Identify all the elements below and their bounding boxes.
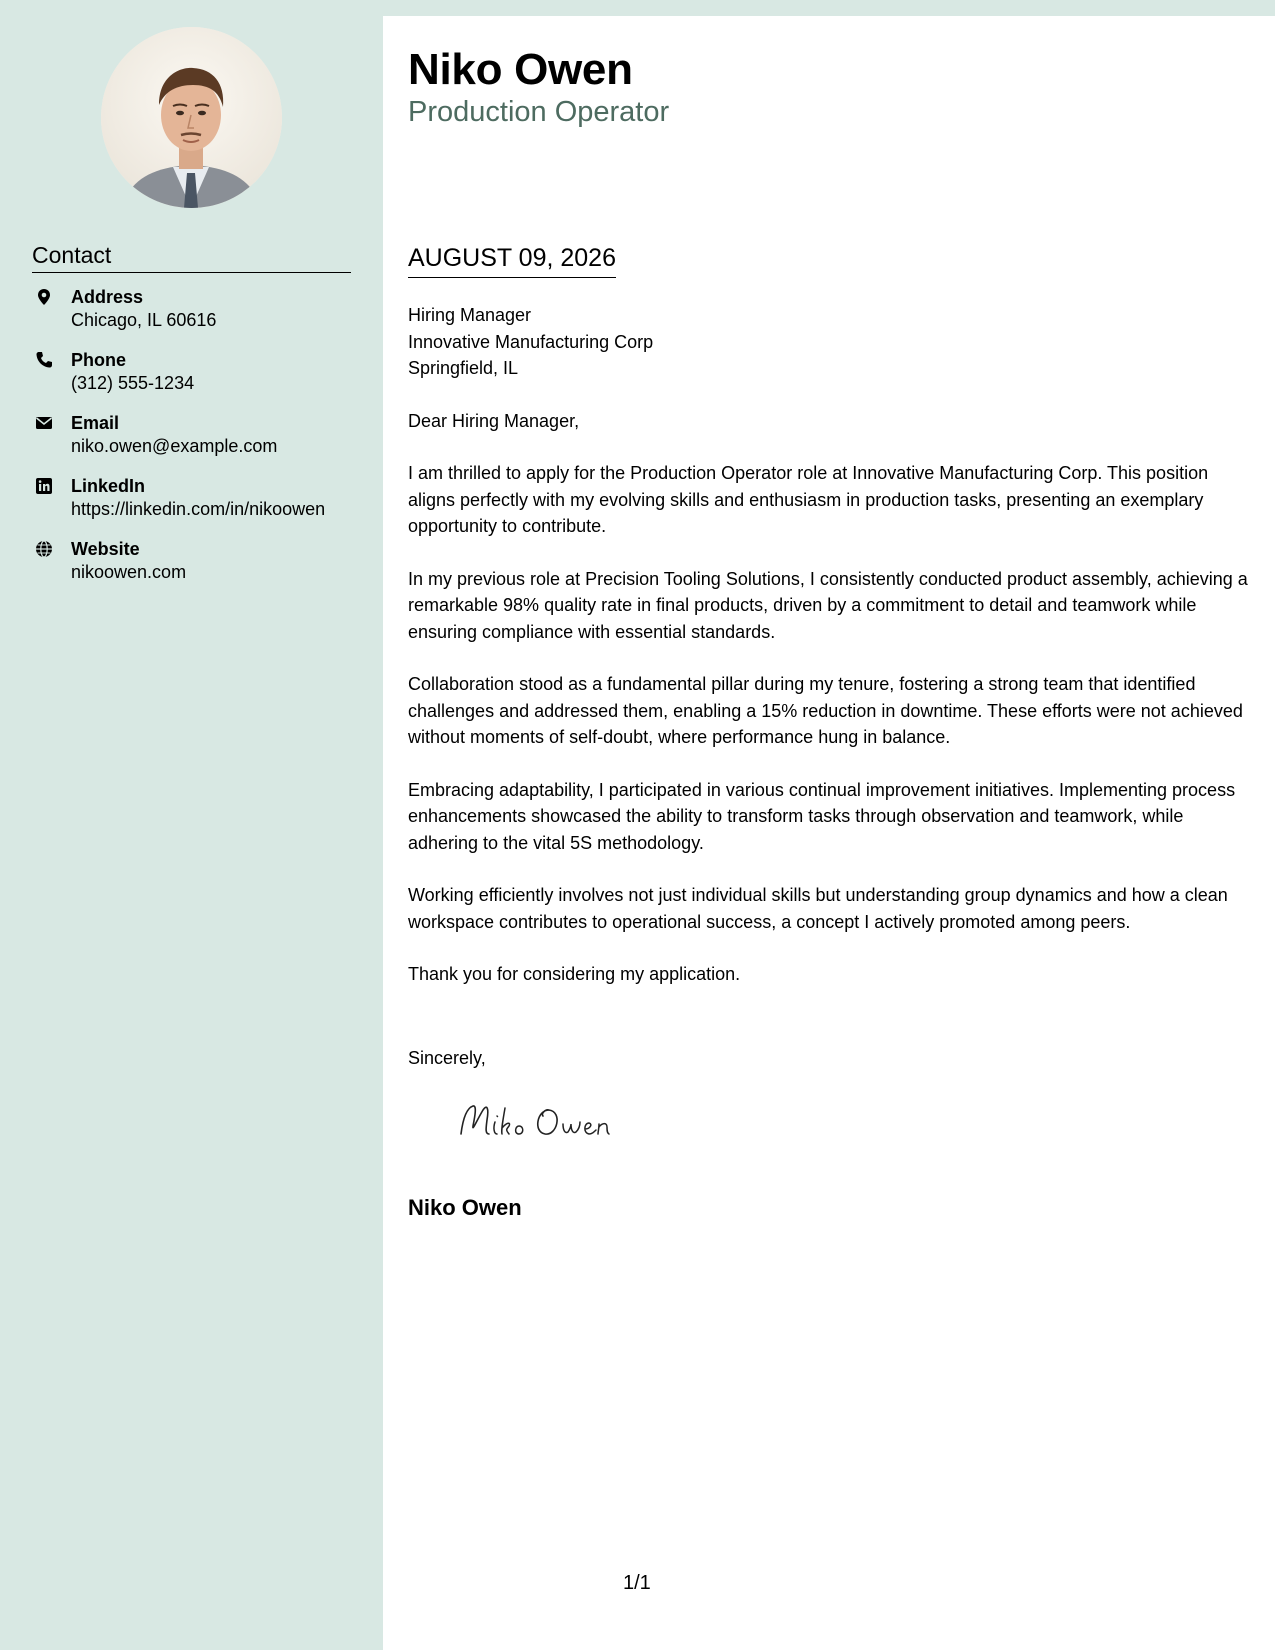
recipient-line: Innovative Manufacturing Corp bbox=[408, 331, 654, 352]
contact-value[interactable]: nikoowen.com bbox=[71, 562, 187, 582]
page-number: 1/1 bbox=[623, 1572, 651, 1594]
contact-item-phone bbox=[32, 349, 372, 412]
phone-icon bbox=[35, 351, 53, 369]
closing: Sincerely, bbox=[408, 1048, 486, 1068]
email-icon bbox=[35, 414, 53, 432]
contact-value[interactable]: https://linkedin.com/in/nikoowen bbox=[71, 499, 326, 519]
contact-label: Website bbox=[71, 539, 140, 559]
contact-label: LinkedIn bbox=[71, 476, 146, 496]
contact-item-website bbox=[32, 538, 372, 601]
recipient-line: Hiring Manager bbox=[408, 305, 532, 325]
contact-label: Phone bbox=[71, 350, 127, 370]
contact-label: Address bbox=[71, 287, 144, 307]
avatar bbox=[101, 27, 282, 208]
location-pin-icon bbox=[35, 288, 53, 306]
letter-panel bbox=[383, 16, 1275, 1650]
recipient-line: Springfield, IL bbox=[408, 358, 519, 378]
contact-value: niko.owen@example.com bbox=[71, 436, 278, 456]
linkedin-icon bbox=[35, 477, 53, 495]
letter-paragraph: Collaboration stood as a fundamental pillar during my tenure, fostering a strong team that identified challenges and addressed them, enabling a 15% reduction in downtime. These efforts were not achieved without moments of self-doubt, where performance hung in balance. bbox=[408, 674, 1243, 747]
contact-value: (312) 555-1234 bbox=[71, 373, 195, 393]
sidebar bbox=[0, 0, 383, 1650]
letter-paragraph: Thank you for considering my application. bbox=[408, 964, 741, 984]
applicant-name: Niko Owen bbox=[408, 45, 633, 94]
contact-value: Chicago, IL 60616 bbox=[71, 310, 217, 330]
contact-item-address bbox=[32, 286, 372, 349]
letter-paragraph: In my previous role at Precision Tooling Solutions, I consistently conducted product assembly, achieving a remarkable 98% quality rate in final products, driven by a commitment to detail and teamwork while ensuring compliance with essential standards. bbox=[408, 568, 1248, 642]
contact-heading: Contact bbox=[32, 241, 351, 273]
letter-date: AUGUST 09, 2026 bbox=[408, 243, 616, 278]
letter-paragraph: Embracing adaptability, I participated in various continual improvement initiatives. Implementing process enhancements showcased the ability to transform tasks through observation and teamwork, while adhering to the vital 5S methodology. bbox=[408, 779, 1236, 853]
letter-paragraph: I am thrilled to apply for the Production Operator role at Innovative Manufacturing Corp. This position aligns perfectly with my evolving skills and enthusiasm in production tasks, presenting an exemplary opportunity to contribute. bbox=[408, 463, 1209, 536]
contact-list bbox=[32, 286, 372, 601]
letter-body bbox=[408, 302, 1253, 1014]
salutation: Dear Hiring Manager, bbox=[408, 410, 580, 431]
profile-photo bbox=[101, 27, 282, 208]
handwritten-signature bbox=[453, 1096, 653, 1146]
recipient-block bbox=[408, 302, 1253, 382]
contact-label: Email bbox=[71, 413, 120, 433]
contact-item-linkedin bbox=[32, 475, 372, 538]
signer-name: Niko Owen bbox=[408, 1195, 522, 1220]
globe-icon bbox=[35, 540, 53, 558]
contact-item-email bbox=[32, 412, 372, 475]
job-title: Production Operator bbox=[408, 96, 670, 128]
letter-paragraph: Working efficiently involves not just individual skills but understanding group dynamics and how a clean workspace contributes to operational success, a concept I actively promoted among peers. bbox=[408, 885, 1228, 932]
